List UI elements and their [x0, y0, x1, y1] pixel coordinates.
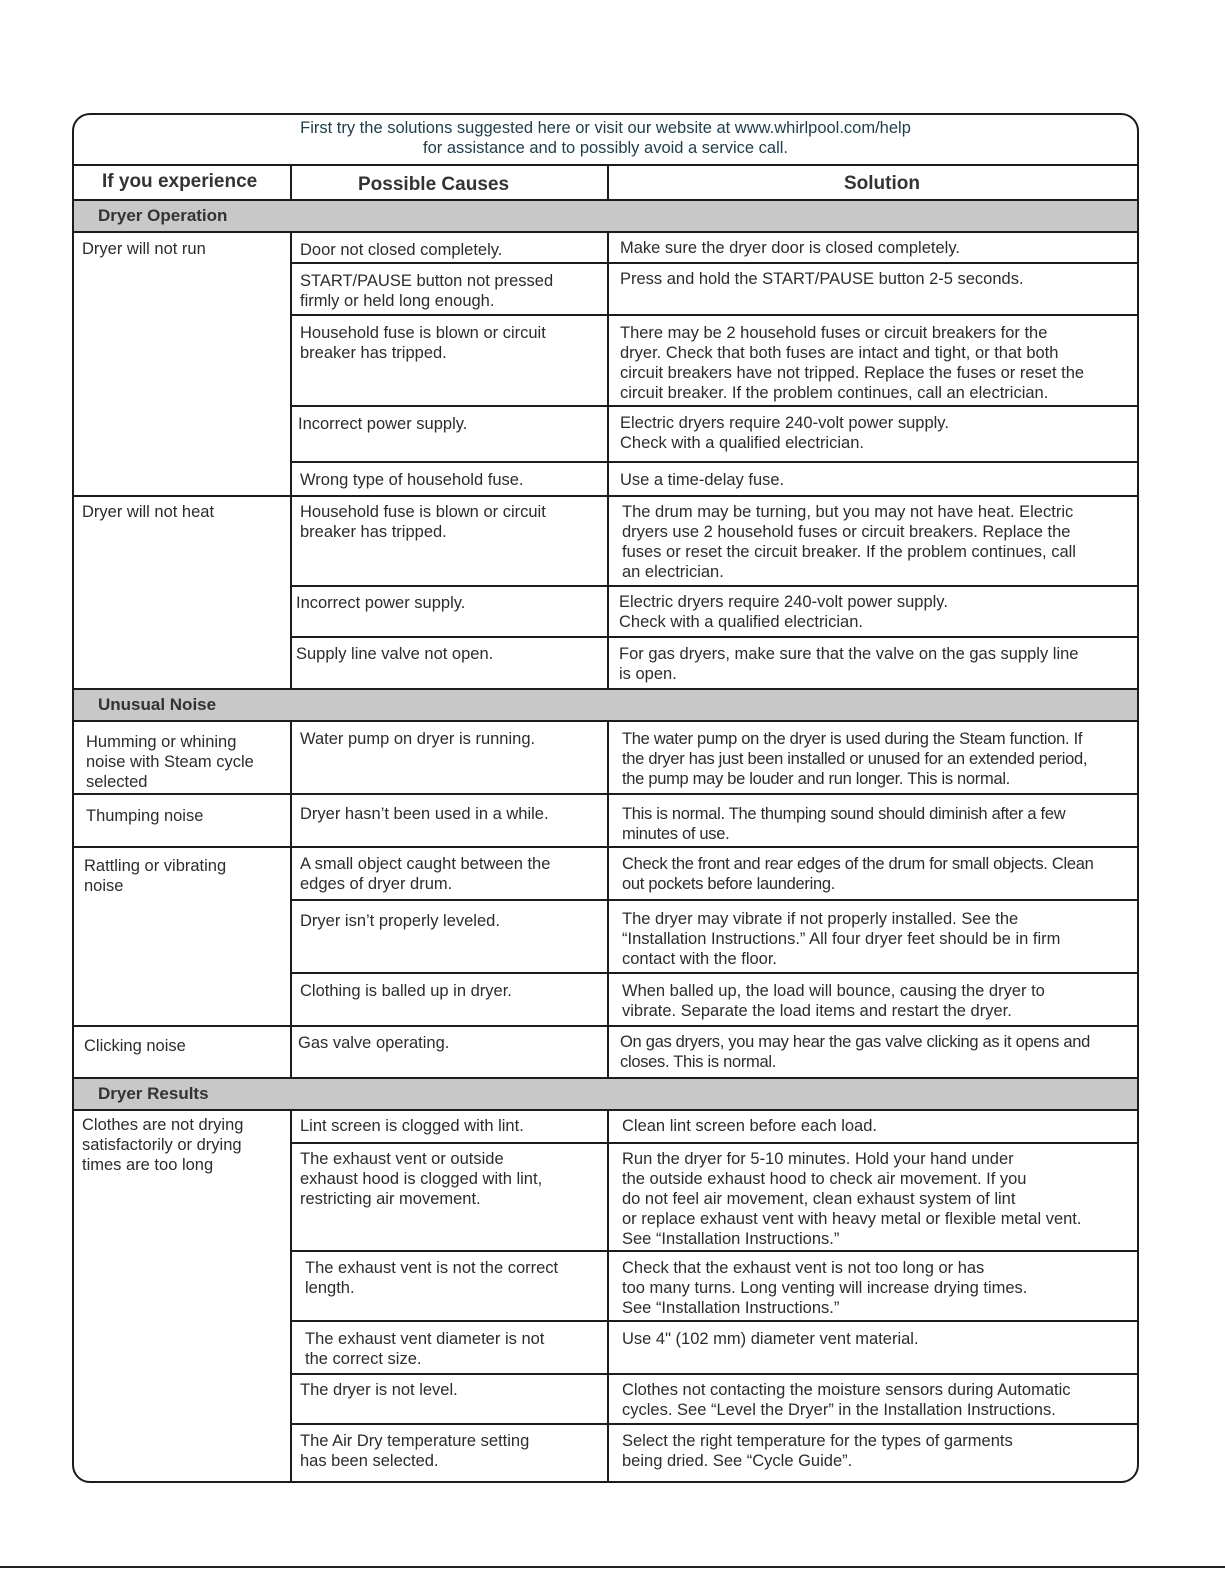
header-causes: Possible Causes [358, 174, 510, 195]
cause-cell: The exhaust vent is not the correct length. [305, 1259, 559, 1297]
cause-cell: Supply line valve not open. [296, 645, 494, 663]
row-divider [74, 793, 1137, 795]
cause-cell: Household fuse is blown or circuit breaker has tripped. [300, 324, 546, 362]
row-divider [74, 495, 1137, 497]
cause-cell: A small object caught between the edges of dryer drum. [300, 855, 551, 893]
intro-line-2: for assistance and to possibly avoid a service call. [422, 139, 788, 157]
cause-cell: The exhaust vent diameter is not the correct size. [305, 1330, 545, 1368]
solution-cell: Make sure the dryer door is closed completely. [620, 239, 960, 257]
cause-cell: Dryer isn’t properly leveled. [300, 912, 500, 930]
row-divider [290, 314, 1137, 316]
row-divider [290, 1142, 1137, 1144]
solution-cell: Electric dryers require 240-volt power supply. Check with a qualified electrician. [619, 593, 948, 631]
solution-cell: On gas dryers, you may hear the gas valve clicking as it opens and closes. This is normal. [620, 1033, 1090, 1071]
solution-cell: Run the dryer for 5-10 minutes. Hold your hand under the outside exhaust hood to check air movement. If you do not feel air movement, clean exhaust system of lint or replace exhaust vent with heavy metal or flexible metal vent. See “Installation Instructions.” [622, 1150, 1082, 1248]
col-divider [290, 1109, 292, 1483]
cause-cell: Door not closed completely. [300, 241, 503, 259]
row-divider [290, 1423, 1137, 1425]
solution-cell: Press and hold the START/PAUSE button 2-5 seconds. [620, 270, 1024, 288]
cause-cell: The Air Dry temperature setting has been selected. [300, 1432, 530, 1470]
solution-cell: Use a time-delay fuse. [620, 471, 785, 489]
page-bottom-rule [0, 1566, 1225, 1568]
row-divider [74, 1025, 1137, 1027]
cause-cell: Gas valve operating. [298, 1034, 450, 1052]
solution-cell: Clothes not contacting the moisture sensors during Automatic cycles. See “Level the Dryer” in the Installation Instructions. [622, 1381, 1071, 1419]
solution-cell: The dryer may vibrate if not properly installed. See the “Installation Instructions.” All four dryer feet should be in firm contact with the floor. [622, 910, 1061, 968]
solution-cell: Check the front and rear edges of the drum for small objects. Clean out pockets before laundering. [622, 855, 1094, 893]
solution-cell: The drum may be turning, but you may not have heat. Electric dryers use 2 household fuses or circuit breakers. Replace the fuses or reset the circuit breaker. If the problem continues, call an electrician. [622, 503, 1076, 581]
solution-cell: Clean lint screen before each load. [622, 1117, 877, 1135]
problem-cell: Dryer will not heat [82, 503, 215, 521]
problem-cell: Dryer will not run [82, 240, 206, 258]
solution-cell: When balled up, the load will bounce, causing the dryer to vibrate. Separate the load items and restart the dryer. [622, 982, 1045, 1020]
cause-cell: The dryer is not level. [300, 1381, 458, 1399]
solution-cell: Select the right temperature for the types of garments being dried. See “Cycle Guide”. [622, 1432, 1013, 1470]
row-divider [290, 636, 1137, 638]
col-divider [607, 1109, 609, 1483]
section-dryer-results: Dryer Results [74, 1077, 1137, 1111]
row-divider [290, 461, 1137, 463]
problem-cell: Thumping noise [86, 807, 204, 825]
row-divider [290, 262, 1137, 264]
row-divider [290, 1320, 1137, 1322]
cause-cell: Household fuse is blown or circuit breaker has tripped. [300, 503, 546, 541]
troubleshooting-table [72, 113, 1139, 1483]
cause-cell: Water pump on dryer is running. [300, 730, 536, 748]
intro-line-1: First try the solutions suggested here or visit our website at www.whirlpool.com/help [300, 119, 911, 137]
intro-note [74, 115, 1137, 166]
solution-cell: Electric dryers require 240-volt power supply. Check with a qualified electrician. [620, 414, 949, 452]
row-divider [290, 585, 1137, 587]
header-experience: If you experience [102, 171, 258, 192]
row-divider [290, 1373, 1137, 1375]
cause-cell: Incorrect power supply. [298, 415, 468, 433]
problem-cell: Rattling or vibrating noise [84, 857, 227, 895]
solution-cell: Check that the exhaust vent is not too long or has too many turns. Long venting will increase drying times. See “Installation Instructions.” [622, 1259, 1028, 1317]
cause-cell: Clothing is balled up in dryer. [300, 982, 512, 1000]
section-unusual-noise: Unusual Noise [74, 688, 1137, 722]
solution-cell: The water pump on the dryer is used during the Steam function. If the dryer has just been installed or unused for an extended period, the pump may be louder and run longer. This is normal. [622, 730, 1088, 788]
cause-cell: Incorrect power supply. [296, 594, 466, 612]
solution-cell: For gas dryers, make sure that the valve on the gas supply line is open. [619, 645, 1079, 683]
cause-cell: START/PAUSE button not pressed firmly or held long enough. [300, 272, 554, 310]
problem-cell: Clothes are not drying satisfactorily or drying times are too long [82, 1116, 244, 1174]
solution-cell: Use 4" (102 mm) diameter vent material. [622, 1330, 919, 1348]
row-divider [290, 972, 1137, 974]
solution-cell: This is normal. The thumping sound should diminish after a few minutes of use. [622, 805, 1066, 843]
cause-cell: Dryer hasn’t been used in a while. [300, 805, 549, 823]
header-solution: Solution [844, 173, 920, 194]
problem-cell: Clicking noise [84, 1037, 186, 1055]
cause-cell: Wrong type of household fuse. [300, 471, 524, 489]
row-divider [290, 1250, 1137, 1252]
row-divider [290, 405, 1137, 407]
col-divider [607, 164, 609, 201]
col-divider [290, 164, 292, 201]
problem-cell: Humming or whining noise with Steam cycle selected [86, 733, 254, 791]
row-divider [290, 899, 1137, 901]
cause-cell: Lint screen is clogged with lint. [300, 1117, 524, 1135]
solution-cell: There may be 2 household fuses or circuit breakers for the dryer. Check that both fuses are intact and tight, or that both circuit breakers have not tripped. Replace the fuses or reset the circuit breaker. If the problem continues, call an electrician. [620, 324, 1085, 402]
row-divider [74, 846, 1137, 848]
cause-cell: The exhaust vent or outside exhaust hood is clogged with lint, restricting air movement. [300, 1150, 543, 1208]
section-dryer-operation: Dryer Operation [74, 199, 1137, 233]
